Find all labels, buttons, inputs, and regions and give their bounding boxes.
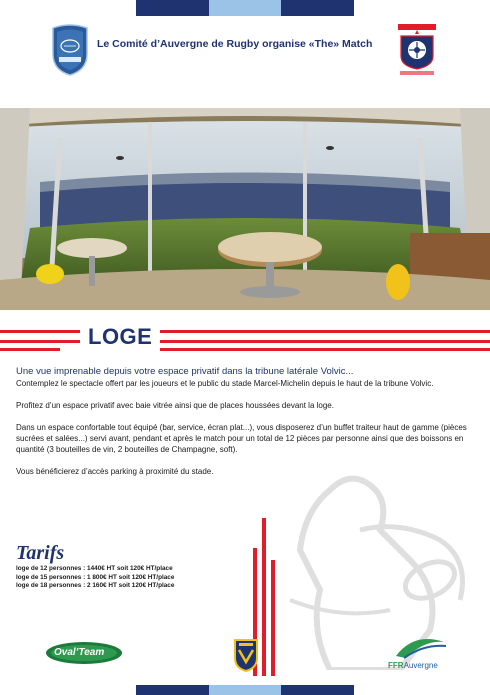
oval-team-label: Oval’Team	[54, 647, 105, 658]
page-title: Le Comité d’Auvergne de Rugby organise «The» Match	[97, 38, 373, 50]
paragraph: Profitez d’un espace privatif avec baie vitrée ainsi que de places houssées devant la loge.	[16, 401, 334, 410]
stadium-photo-illustration	[0, 108, 490, 310]
ffr-auvergne-logo	[384, 636, 454, 676]
paragraph: Dans un espace confortable tout équipé (bar, service, écran plat...), vous disposerez d’un buffet traiteur haut de gamme (pièces sucrées et salées...) servi avant, pendant et après le match pour un total de 12 pièces par personne ainsi que des boissons en quantité (3 bouteilles de vin, 2 bouteilles de Champagne, soft).	[16, 423, 467, 454]
tarifs-block	[16, 542, 174, 591]
top-bar-sky-segment	[209, 0, 282, 16]
stadium-box-photo	[0, 108, 490, 310]
bottom-bar-sky-segment	[209, 685, 282, 695]
tarif-line: loge de 18 personnes : 2 160€ HT soit 120€ HT/place	[16, 582, 175, 589]
paragraph: Contemplez le spectacle offert par les joueurs et le public du stade Marcel-Michelin depuis le haut de la tribune Volvic.	[16, 379, 434, 388]
samoa-rugby-logo	[392, 22, 442, 78]
bottom-color-bar	[136, 685, 354, 695]
tarifs-title: Tarifs	[16, 542, 65, 564]
asm-clermont-logo	[233, 638, 259, 672]
section-title: LOGE	[80, 324, 160, 350]
ffr-swoosh-graphic	[384, 636, 454, 660]
ffr-suffix: Auvergne	[403, 661, 438, 670]
tarif-line: loge de 12 personnes : 1440€ HT soit 120€ HT/place	[16, 565, 173, 572]
red-vertical-bar	[271, 560, 275, 676]
top-color-bar	[136, 0, 354, 16]
header	[0, 20, 490, 82]
club-crest-logo	[50, 24, 90, 76]
lead-text: Une vue imprenable depuis votre espace privatif dans la tribune latérale Volvic...	[16, 366, 354, 377]
tarif-line: loge de 15 personnes : 1 800€ HT soit 120€ HT/place	[16, 573, 175, 581]
bottom-bar-navy-segment	[281, 685, 354, 695]
oval-team-logo	[44, 640, 124, 666]
bottom-bar-navy-segment	[136, 685, 209, 695]
ffr-auvergne-label	[388, 661, 438, 670]
red-vertical-bar	[262, 518, 266, 676]
section-body	[16, 366, 476, 488]
paragraph: Vous bénéficierez d’accès parking à proximité du stade.	[16, 467, 214, 476]
section-divider-stripes	[0, 326, 490, 352]
top-bar-navy-segment	[281, 0, 354, 16]
top-bar-navy-segment	[136, 0, 209, 16]
ffr-prefix: FFR	[388, 661, 404, 670]
